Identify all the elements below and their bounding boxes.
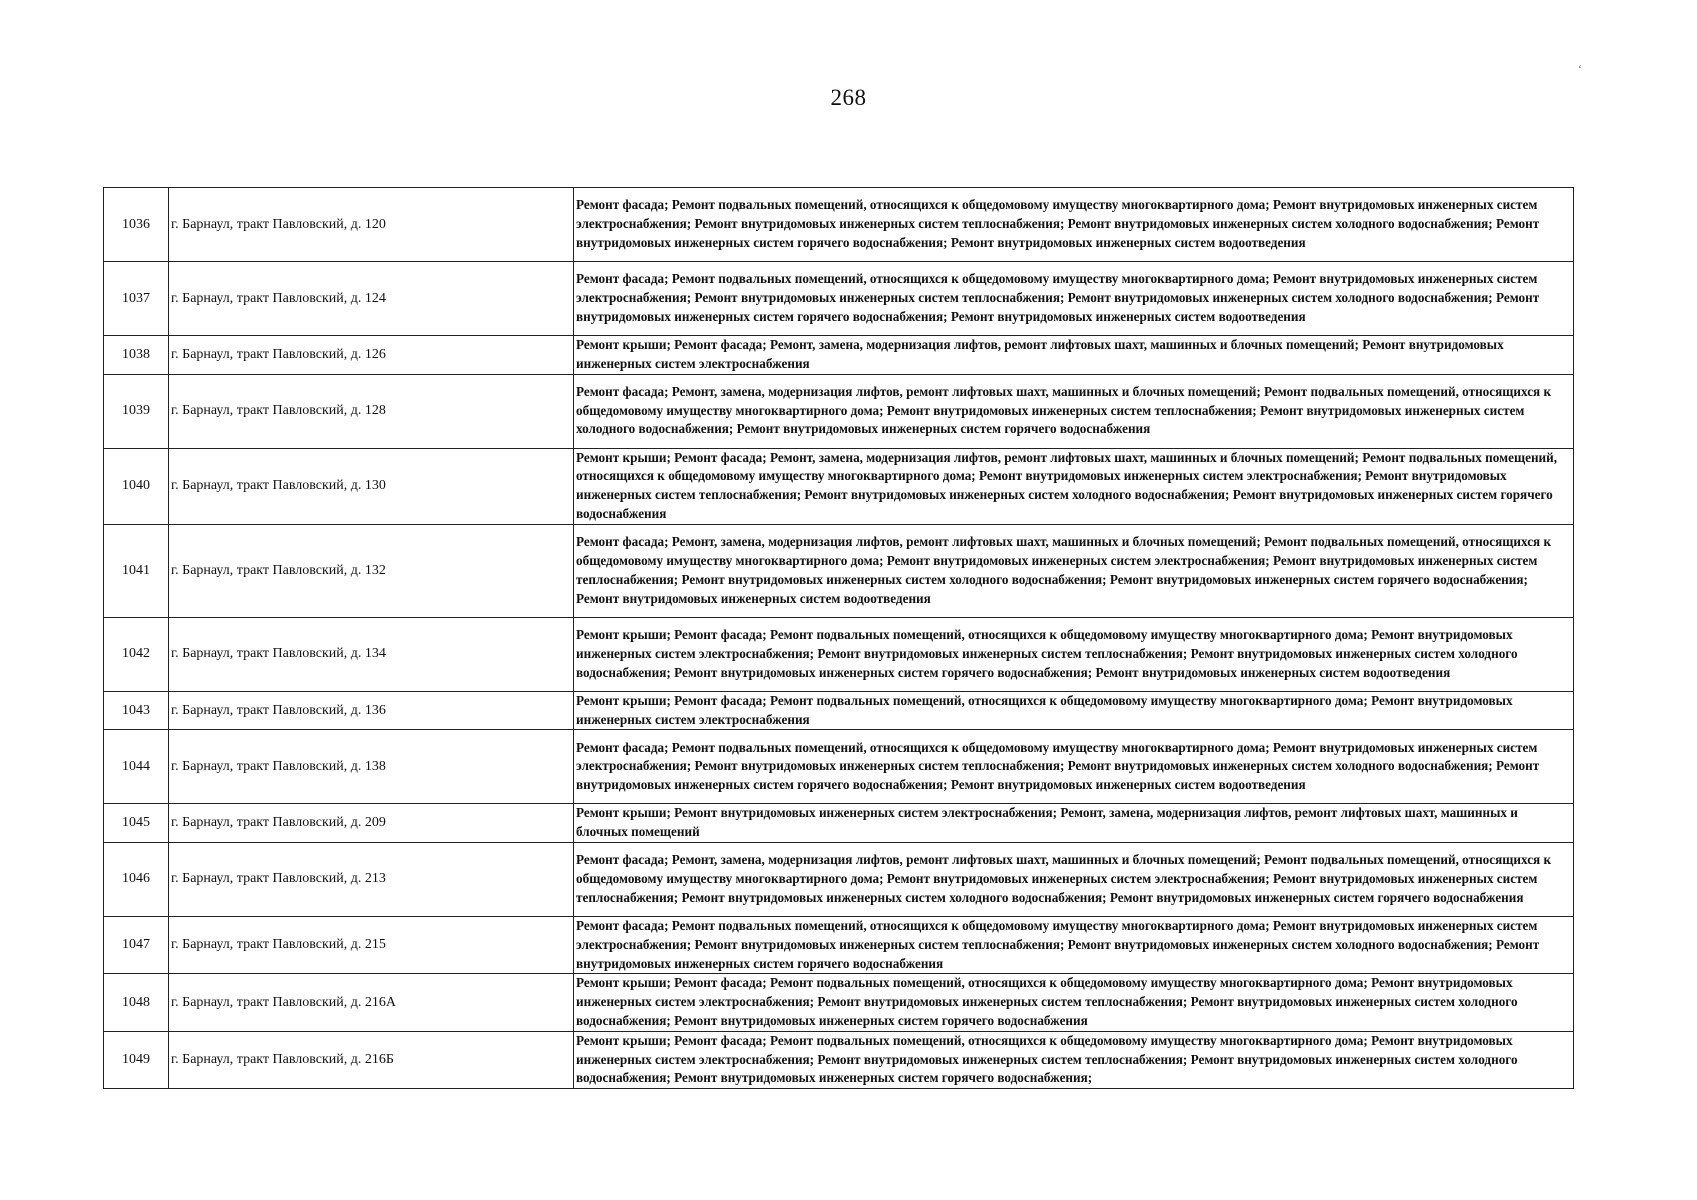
row-number: 1045 xyxy=(104,804,169,843)
row-address: г. Барнаул, тракт Павловский, д. 128 xyxy=(169,374,574,448)
table-row xyxy=(104,617,1574,691)
row-number: 1040 xyxy=(104,448,169,524)
row-works: Ремонт фасада; Ремонт подвальных помещений, относящихся к общедомовому имуществу многоквартирного дома; Ремонт внутридомовых инженерных систем электроснабжения; Ремонт внутридомовых инженерных систем теплоснабжения; Ремонт внутридомовых инженерных систем холодного водоснабжения; Ремонт внутридомовых инженерных систем горячего водоснабжения xyxy=(574,916,1574,973)
row-address: г. Барнаул, тракт Павловский, д. 209 xyxy=(169,804,574,843)
table-row xyxy=(104,262,1574,336)
row-number: 1042 xyxy=(104,617,169,691)
row-number: 1036 xyxy=(104,188,169,262)
table-row xyxy=(104,842,1574,916)
table-row xyxy=(104,374,1574,448)
row-works: Ремонт крыши; Ремонт фасада; Ремонт подвальных помещений, относящихся к общедомовому имуществу многоквартирного дома; Ремонт внутридомовых инженерных систем электроснабжения; Ремонт внутридомовых инженерных систем теплоснабжения; Ремонт внутридомовых инженерных систем холодного водоснабжения; Ремонт внутридомовых инженерных систем горячего водоснабжения xyxy=(574,974,1574,1031)
row-works: Ремонт крыши; Ремонт фасада; Ремонт, замена, модернизация лифтов, ремонт лифтовых шахт, машинных и блочных помещений; Ремонт внутридомовых инженерных систем электроснабжения xyxy=(574,336,1574,375)
row-number: 1041 xyxy=(104,524,169,617)
row-works: Ремонт крыши; Ремонт фасада; Ремонт подвальных помещений, относящихся к общедомовому имуществу многоквартирного дома; Ремонт внутридомовых инженерных систем электроснабжения xyxy=(574,691,1574,730)
row-number: 1037 xyxy=(104,262,169,336)
table-row xyxy=(104,336,1574,375)
row-number: 1048 xyxy=(104,974,169,1031)
row-works: Ремонт фасада; Ремонт, замена, модернизация лифтов, ремонт лифтовых шахт, машинных и блочных помещений; Ремонт подвальных помещений, относящихся к общедомовому имуществу многоквартирного дома; Ремонт внутридомовых инженерных систем электроснабжения; Ремонт внутридомовых инженерных систем теплоснабжения; Ремонт внутридомовых инженерных систем холодного водоснабжения; Ремонт внутридомовых инженерных систем горячего водоснабжения xyxy=(574,842,1574,916)
table-row xyxy=(104,916,1574,973)
row-works: Ремонт крыши; Ремонт фасада; Ремонт, замена, модернизация лифтов, ремонт лифтовых шахт, машинных и блочных помещений; Ремонт подвальных помещений, относящихся к общедомовому имуществу многоквартирного дома; Ремонт внутридомовых инженерных систем электроснабжения; Ремонт внутридомовых инженерных систем теплоснабжения; Ремонт внутридомовых инженерных систем холодного водоснабжения; Ремонт внутридомовых инженерных систем горячего водоснабжения xyxy=(574,448,1574,524)
row-address: г. Барнаул, тракт Павловский, д. 215 xyxy=(169,916,574,973)
row-number: 1044 xyxy=(104,730,169,804)
row-address: г. Барнаул, тракт Павловский, д. 130 xyxy=(169,448,574,524)
row-number: 1047 xyxy=(104,916,169,973)
table-row xyxy=(104,730,1574,804)
row-works: Ремонт крыши; Ремонт внутридомовых инженерных систем электроснабжения; Ремонт, замена, модернизация лифтов, ремонт лифтовых шахт, машинных и блочных помещений xyxy=(574,804,1574,843)
row-works: Ремонт крыши; Ремонт фасада; Ремонт подвальных помещений, относящихся к общедомовому имуществу многоквартирного дома; Ремонт внутридомовых инженерных систем электроснабжения; Ремонт внутридомовых инженерных систем теплоснабжения; Ремонт внутридомовых инженерных систем холодного водоснабжения; Ремонт внутридомовых инженерных систем горячего водоснабжения; Ремонт внутридомовых инженерных систем водоотведения xyxy=(574,617,1574,691)
row-address: г. Барнаул, тракт Павловский, д. 134 xyxy=(169,617,574,691)
table-row xyxy=(104,524,1574,617)
row-number: 1046 xyxy=(104,842,169,916)
row-works: Ремонт фасада; Ремонт подвальных помещений, относящихся к общедомовому имуществу многоквартирного дома; Ремонт внутридомовых инженерных систем электроснабжения; Ремонт внутридомовых инженерных систем теплоснабжения; Ремонт внутридомовых инженерных систем холодного водоснабжения; Ремонт внутридомовых инженерных систем горячего водоснабжения; Ремонт внутридомовых инженерных систем водоотведения xyxy=(574,262,1574,336)
works-table xyxy=(103,187,1574,1089)
row-address: г. Барнаул, тракт Павловский, д. 136 xyxy=(169,691,574,730)
table-row xyxy=(104,691,1574,730)
row-address: г. Барнаул, тракт Павловский, д. 213 xyxy=(169,842,574,916)
row-number: 1049 xyxy=(104,1031,169,1088)
row-works: Ремонт крыши; Ремонт фасада; Ремонт подвальных помещений, относящихся к общедомовому имуществу многоквартирного дома; Ремонт внутридомовых инженерных систем электроснабжения; Ремонт внутридомовых инженерных систем теплоснабжения; Ремонт внутридомовых инженерных систем холодного водоснабжения; Ремонт внутридомовых инженерных систем горячего водоснабжения; xyxy=(574,1031,1574,1088)
row-address: г. Барнаул, тракт Павловский, д. 138 xyxy=(169,730,574,804)
row-address: г. Барнаул, тракт Павловский, д. 120 xyxy=(169,188,574,262)
scan-speck: ‘ xyxy=(1578,62,1582,76)
row-number: 1039 xyxy=(104,374,169,448)
row-works: Ремонт фасада; Ремонт подвальных помещений, относящихся к общедомовому имуществу многоквартирного дома; Ремонт внутридомовых инженерных систем электроснабжения; Ремонт внутридомовых инженерных систем теплоснабжения; Ремонт внутридомовых инженерных систем холодного водоснабжения; Ремонт внутридомовых инженерных систем горячего водоснабжения; Ремонт внутридомовых инженерных систем водоотведения xyxy=(574,188,1574,262)
row-address: г. Барнаул, тракт Павловский, д. 124 xyxy=(169,262,574,336)
row-address: г. Барнаул, тракт Павловский, д. 216А xyxy=(169,974,574,1031)
table-row xyxy=(104,804,1574,843)
table-row xyxy=(104,188,1574,262)
table-row xyxy=(104,974,1574,1031)
table-row xyxy=(104,1031,1574,1088)
row-number: 1038 xyxy=(104,336,169,375)
row-works: Ремонт фасада; Ремонт подвальных помещений, относящихся к общедомовому имуществу многоквартирного дома; Ремонт внутридомовых инженерных систем электроснабжения; Ремонт внутридомовых инженерных систем теплоснабжения; Ремонт внутридомовых инженерных систем холодного водоснабжения; Ремонт внутридомовых инженерных систем горячего водоснабжения; Ремонт внутридомовых инженерных систем водоотведения xyxy=(574,730,1574,804)
row-works: Ремонт фасада; Ремонт, замена, модернизация лифтов, ремонт лифтовых шахт, машинных и блочных помещений; Ремонт подвальных помещений, относящихся к общедомовому имуществу многоквартирного дома; Ремонт внутридомовых инженерных систем теплоснабжения; Ремонт внутридомовых инженерных систем холодного водоснабжения; Ремонт внутридомовых инженерных систем горячего водоснабжения xyxy=(574,374,1574,448)
table-row xyxy=(104,448,1574,524)
row-address: г. Барнаул, тракт Павловский, д. 216Б xyxy=(169,1031,574,1088)
row-number: 1043 xyxy=(104,691,169,730)
row-address: г. Барнаул, тракт Павловский, д. 126 xyxy=(169,336,574,375)
row-works: Ремонт фасада; Ремонт, замена, модернизация лифтов, ремонт лифтовых шахт, машинных и блочных помещений; Ремонт подвальных помещений, относящихся к общедомовому имуществу многоквартирного дома; Ремонт внутридомовых инженерных систем электроснабжения; Ремонт внутридомовых инженерных систем теплоснабжения; Ремонт внутридомовых инженерных систем холодного водоснабжения; Ремонт внутридомовых инженерных систем горячего водоснабжения; Ремонт внутридомовых инженерных систем водоотведения xyxy=(574,524,1574,617)
row-address: г. Барнаул, тракт Павловский, д. 132 xyxy=(169,524,574,617)
page-number: 268 xyxy=(830,85,867,110)
